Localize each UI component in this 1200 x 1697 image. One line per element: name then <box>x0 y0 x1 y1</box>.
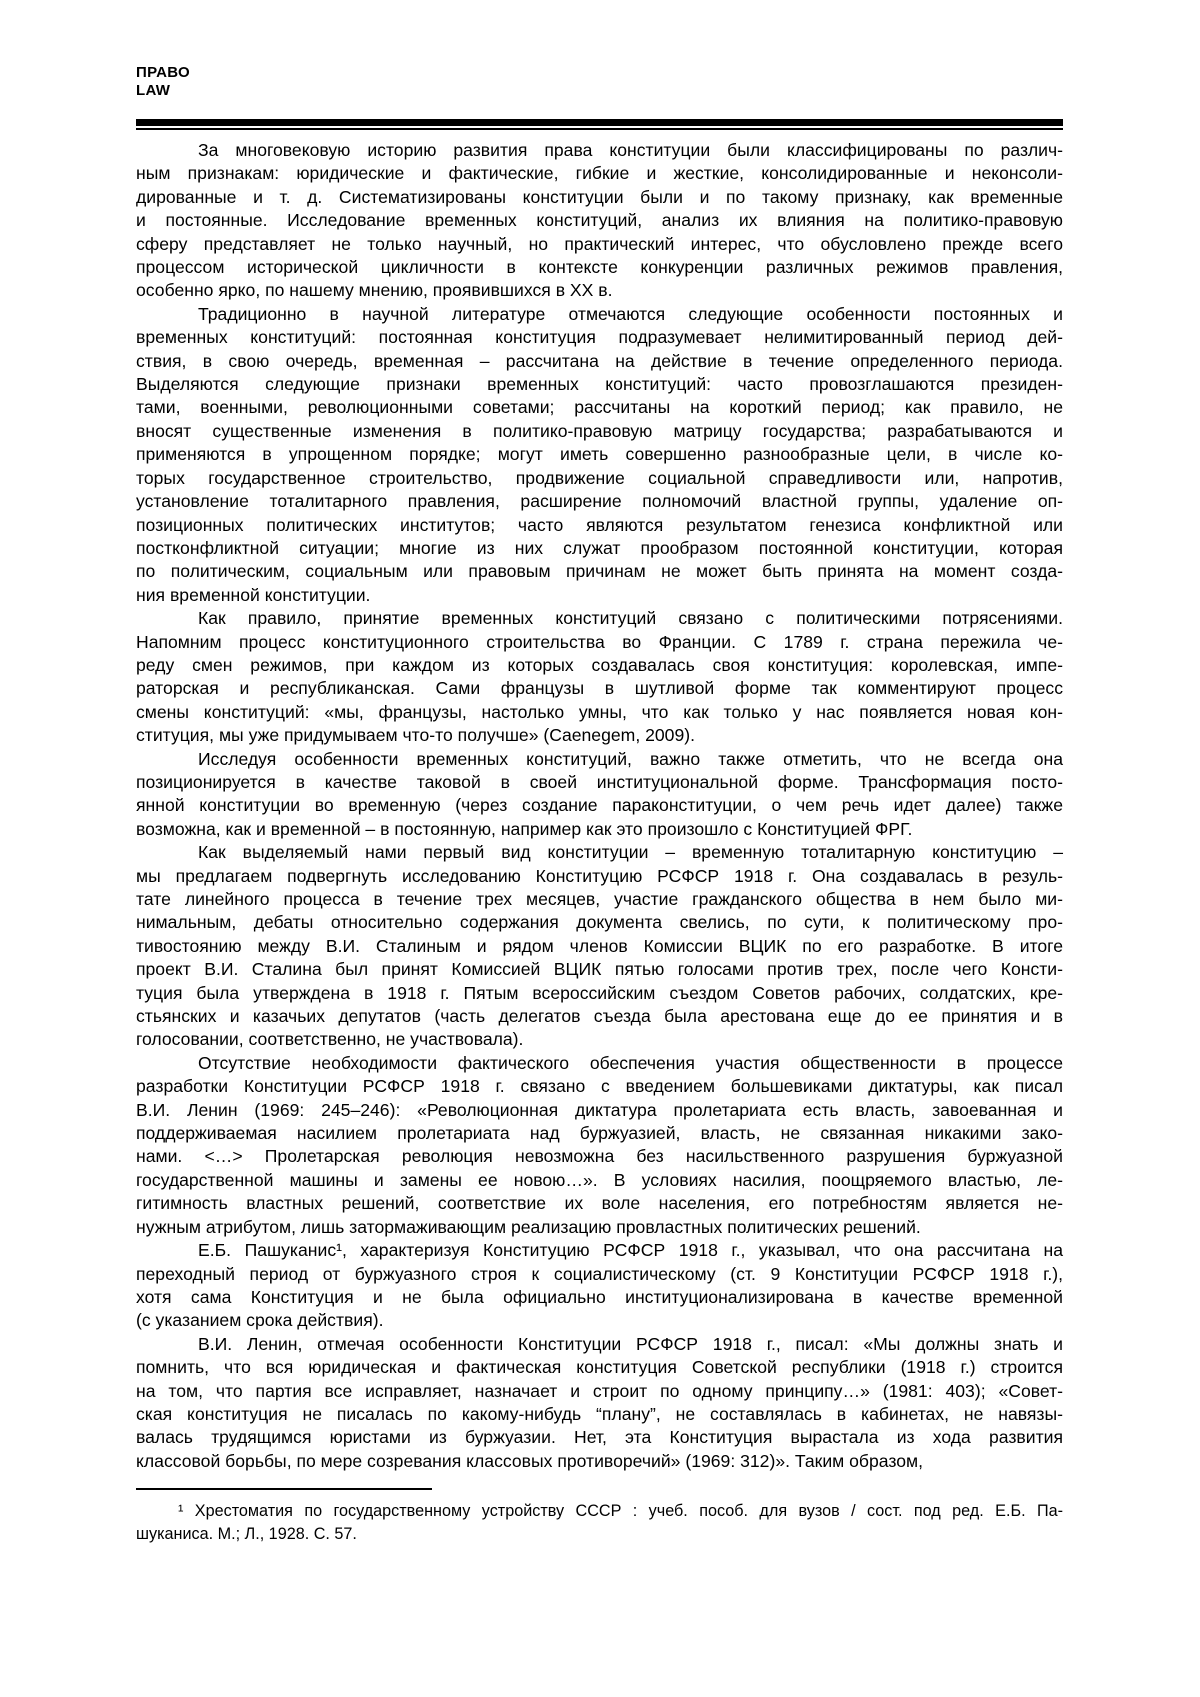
footnote-rule <box>136 1488 432 1490</box>
header-rule-thick-line <box>136 119 1063 126</box>
header-rule-thin-line <box>136 128 1063 130</box>
text-line: ния временной конституции. <box>136 584 371 605</box>
text-line: тате линейного процесса в течение трех месяцев, участие гражданского общества в нем было ми- <box>136 889 1063 909</box>
text-line: разработки Конституции РСФСР 1918 г. связано с введением большевиками диктатуры, как писал <box>136 1076 1063 1097</box>
text-line: За многовековую историю развития права конституции были классифицированы по различ- <box>198 140 1063 160</box>
text-line: мы предлагаем подвергнуть исследованию Конституцию РСФСР 1918 г. Она создавалась в резуль- <box>136 865 1063 886</box>
text-line: особенно ярко, по нашему мнению, проявившихся в XX в. <box>136 280 613 301</box>
text-line: Как правило, принятие временных конституций связано с политическими потрясениями. <box>198 608 1063 629</box>
paragraph <box>136 1333 1063 1473</box>
paragraph <box>136 1052 1063 1239</box>
text-line: гитимность властных решений, соответствие их воле населения, его потребностям является не- <box>136 1193 1063 1214</box>
text-line: по политическим, социальным или правовым причинам не может быть принята на момент созда- <box>136 561 1063 582</box>
text-line: переходный период от буржуазного строя к социалистическому (ст. 9 Конституции РСФСР 1918 г.), <box>136 1263 1063 1284</box>
text-line: туция была утверждена в 1918 г. Пятым всероссийским съездом Советов рабочих, солдатских, кре- <box>136 982 1063 1003</box>
paragraph <box>136 841 1063 1052</box>
text-line: В.И. Ленин (1969: 245–246): «Революционная диктатура пролетариата есть власть, завоеванная и <box>136 1099 1063 1120</box>
text-line: Отсутствие необходимости фактического обеспечения участия общественности в процессе <box>198 1052 1063 1073</box>
paragraph <box>136 607 1063 747</box>
text-line: помнить, что вся юридическая и фактическая конституция Советской республики (1918 г.) строится <box>136 1357 1063 1378</box>
text-line: проект В.И. Сталина был принят Комиссией ВЦИК пятью голосами против трех, после чего Консти- <box>136 959 1063 980</box>
text-line: и постоянные. Исследование временных конституций, анализ их влияния на политико-правовую <box>136 210 1063 231</box>
text-line: реду смен режимов, при каждом из которых создавалась своя конституция: королевская, импе- <box>136 654 1063 675</box>
text-line: валась трудящимся юристами из буржуазии. Нет, эта Конституция вырастала из хода развития <box>136 1427 1063 1448</box>
text-line: Как выделяемый нами первый вид конституции – временную тоталитарную конституцию – <box>198 842 1063 863</box>
text-line: тивостоянию между В.И. Сталиным и рядом членов Комиссии ВЦИК по его разработке. В итоге <box>136 935 1063 956</box>
text-line: вносят существенные изменения в политико-правовую матрицу государства; разрабатываются и <box>136 420 1063 441</box>
section-title-en: LAW <box>136 82 171 99</box>
text-line: позиционируется в качестве таковой в своей институциональной форме. Трансформация посто- <box>136 771 1063 792</box>
journal-section-header <box>136 0 1063 100</box>
text-line: поддерживаемая насилием пролетариата над буржуазией, власть, не связанная никакими зако- <box>136 1123 1063 1144</box>
text-line: Исследуя особенности временных конституций, важно также отметить, что не всегда она <box>198 748 1063 769</box>
text-line: нимальным, дебаты относительно содержания документа свелись, по сути, к политическому про- <box>136 912 1063 933</box>
text-line: возможна, как и временной – в постоянную, например как это произошло с Конституцией ФРГ. <box>136 818 913 839</box>
text-line: дированные и т. д. Систематизированы конституции были и по такому признаку, как временные <box>136 186 1063 207</box>
paragraph <box>136 748 1063 842</box>
text-line: нужным атрибутом, лишь затормаживающим реализацию провластных политических решений. <box>136 1216 921 1237</box>
paragraph <box>136 139 1063 303</box>
footnote-line: шуканиса. М.; Л., 1928. С. 57. <box>136 1525 357 1544</box>
text-line: стьянских и казачьих депутатов (часть делегатов съезда была арестована еще до ее принятия и в <box>136 1006 1063 1027</box>
text-line: Традиционно в научной литературе отмечаются следующие особенности постоянных и <box>198 303 1063 324</box>
text-line: постконфликтной ситуации; многие из них служат прообразом постоянной конституции, которая <box>136 537 1063 558</box>
text-line: Е.Б. Пашуканис¹, характеризуя Конституцию РСФСР 1918 г., указывал, что она рассчитана на <box>198 1240 1063 1261</box>
text-line: нами. <…> Пролетарская революция невозможна без насильственного разрушения буржуазной <box>136 1146 1063 1167</box>
text-line: Напомним процесс конституционного строительства во Франции. С 1789 г. страна пережила че- <box>136 631 1063 652</box>
text-line: раторская и республиканская. Сами французы в шутливой форме так комментируют процесс <box>136 678 1063 699</box>
text-line: В.И. Ленин, отмечая особенности Конституции РСФСР 1918 г., писал: «Мы должны знать и <box>198 1333 1063 1354</box>
text-line: торых государственное строительство, продвижение социальной справедливости или, напротив, <box>136 467 1063 488</box>
text-line: ская конституция не писалась по какому-нибудь “плану”, не составлялась в кабинетах, не навязы- <box>136 1403 1063 1424</box>
text-line: ствия, в свою очередь, временная – рассчитана на действие в течение определенного периода. <box>136 350 1063 371</box>
text-line: ституция, мы уже придумываем что-то получше» (Caenegem, 2009). <box>136 725 695 746</box>
text-line: тами, военными, революционными советами; рассчитаны на короткий период; как правило, не <box>136 397 1063 418</box>
section-title-ru: ПРАВО <box>136 64 190 81</box>
footnote <box>136 1500 1063 1546</box>
paragraph <box>136 1239 1063 1333</box>
text-line: сферу представляет не только научный, но практический интерес, что обусловлено прежде всего <box>136 233 1063 254</box>
text-line: процессом исторической цикличности в контексте конкуренции различных режимов правления, <box>136 257 1063 278</box>
text-line: временных конституций: постоянная конституция подразумевает нелимитированный период дей- <box>136 327 1063 348</box>
paragraph <box>136 303 1063 607</box>
text-line: установление тоталитарного правления, расширение полномочий властной группы, удаление оп- <box>136 491 1063 512</box>
text-line: государственной машины и замены ее новою…». В условиях насилия, поощряемого властью, ле- <box>136 1169 1063 1190</box>
text-line: хотя сама Конституция и не была официально институционализирована в качестве временной <box>136 1286 1063 1307</box>
footnote-line: ¹ Хрестоматия по государственному устройству СССР : учеб. пособ. для вузов / сост. под ред. Е.Б. Па- <box>178 1502 1063 1521</box>
text-line: смены конституций: «мы, французы, настолько умны, что как только у нас появляется новая кон- <box>136 701 1063 722</box>
text-line: голосовании, соответственно, не участвовала). <box>136 1029 524 1050</box>
text-line: Выделяются следующие признаки временных конституций: часто провозглашаются президен- <box>136 374 1063 395</box>
text-line: применяются в упрощенном порядке; могут иметь совершенно разнообразные цели, в числе ко- <box>136 444 1063 465</box>
text-line: позиционных политических институтов; часто являются результатом генезиса конфликтной или <box>136 514 1063 535</box>
text-line: (с указанием срока действия). <box>136 1310 384 1331</box>
header-rule <box>136 119 1063 130</box>
text-line: на том, что партия все исправляет, назначает и строит по одному принципу…» (1981: 403); «Совет- <box>136 1380 1063 1401</box>
page-content <box>136 0 1063 1546</box>
text-line: янной конституции во временную (через создание параконституции, о чем речь идет далее) также <box>136 795 1063 816</box>
text-line: ным признакам: юридические и фактические, гибкие и жесткие, консолидированные и неконсоли- <box>136 163 1063 184</box>
text-line: классовой борьбы, по мере созревания классовых противоречий» (1969: 312)». Таким образом, <box>136 1450 924 1471</box>
article-body <box>136 139 1063 1473</box>
